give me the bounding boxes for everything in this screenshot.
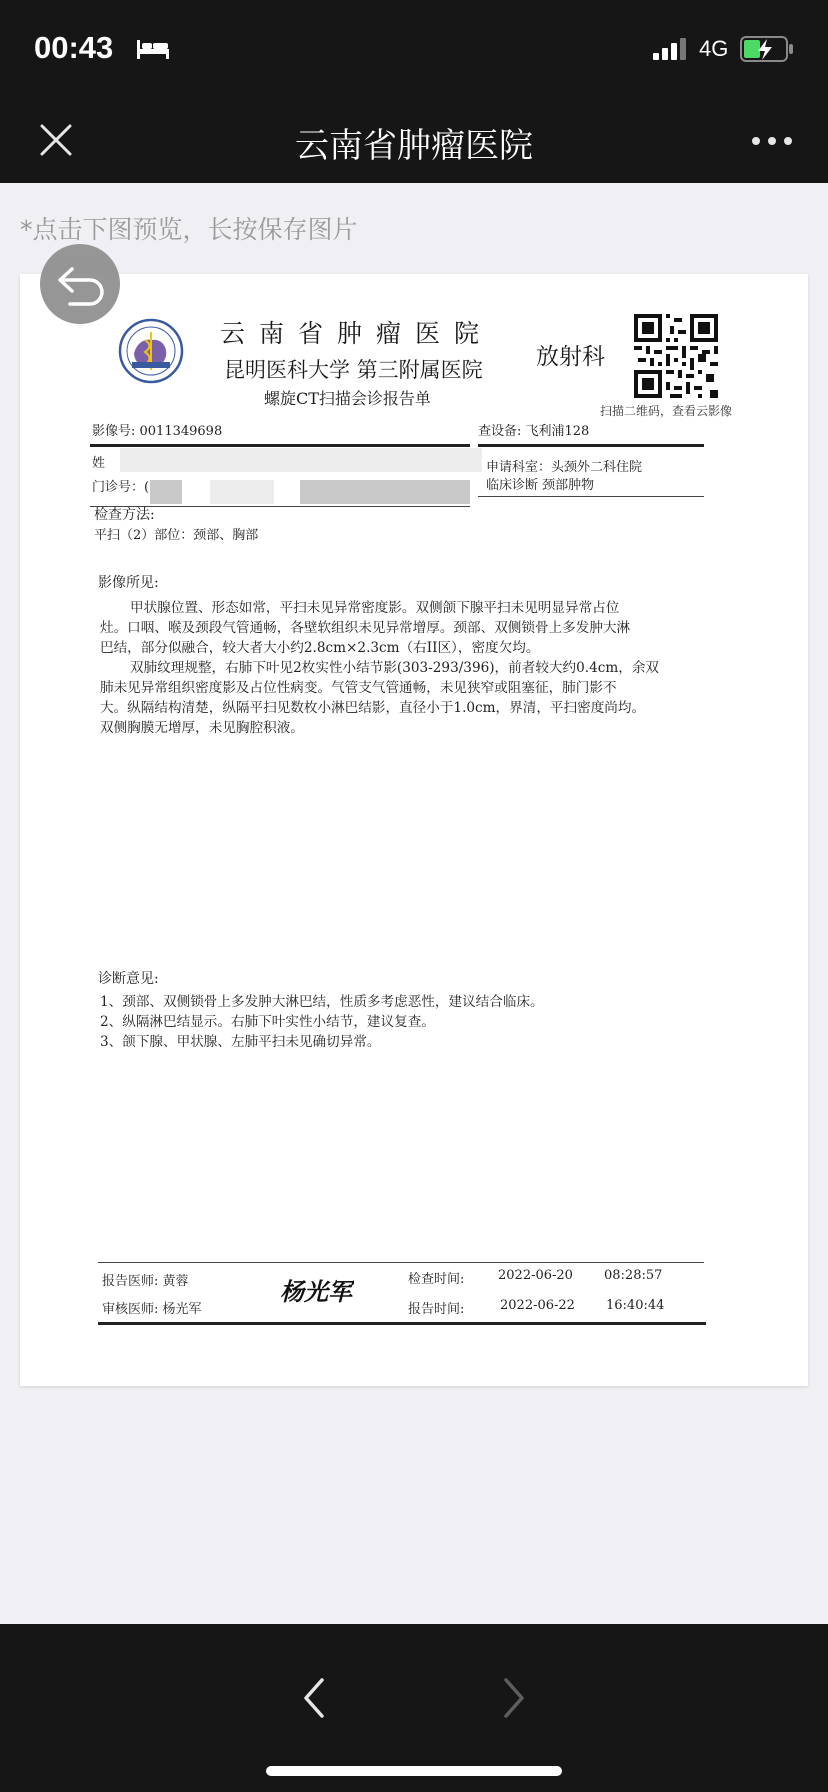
diagnosis-line: 3、颌下腺、甲状腺、左肺平扫未见确切异常。	[100, 1034, 381, 1050]
divider	[90, 444, 470, 447]
bottom-toolbar	[0, 1624, 828, 1792]
bed-icon	[136, 38, 170, 60]
signal-icon	[652, 38, 688, 60]
top-bar	[0, 0, 828, 183]
more-button[interactable]	[748, 126, 796, 156]
clinical-diagnosis: 临床诊断 颈部肿物	[486, 478, 595, 493]
report-image[interactable]	[20, 274, 808, 1386]
findings-label: 影像所见:	[98, 575, 159, 591]
preview-hint: *点击下图预览，长按保存图片	[20, 215, 358, 244]
qr-code[interactable]	[634, 314, 718, 398]
diagnosis-line: 2、纵隔淋巴结显示。右肺下叶实性小结节，建议复查。	[100, 1014, 435, 1030]
redacted-field	[150, 480, 182, 504]
exam-clock: 08:28:57	[604, 1268, 663, 1283]
exam-time-label: 检查时间:	[408, 1272, 465, 1287]
report-title: 螺旋CT扫描会诊报告单	[264, 389, 431, 408]
network-type: 4G	[699, 36, 729, 61]
university-name: 昆明医科大学 第三附属医院	[224, 358, 483, 382]
diagnosis-line: 1、颈部、双侧锁骨上多发肿大淋巴结，性质多考虑恶性，建议结合临床。	[100, 994, 544, 1010]
redacted-field	[210, 480, 274, 504]
doctor-signature	[278, 1272, 354, 1308]
home-indicator	[266, 1766, 562, 1776]
findings-line: 双侧胸膜无增厚，未见胸腔积液。	[100, 720, 304, 736]
page-title: 云南省肿瘤医院	[295, 126, 533, 166]
back-button[interactable]	[40, 244, 120, 324]
qr-caption: 扫描二维码，查看云影像	[600, 404, 733, 418]
redacted-field	[300, 480, 470, 504]
findings-line: 肺未见异常组织密度影及占位性病变。气管支气管通畅，未见狭窄或阻塞征，肺门影不	[100, 680, 617, 696]
clinic-number-label: 门诊号：(	[92, 480, 150, 495]
status-time: 00:43	[34, 30, 114, 65]
divider	[478, 444, 704, 447]
undo-icon	[40, 244, 120, 324]
findings-line: 灶。口咽、喉及颈段气管通畅，各壁软组织未见异常增厚。颈部、双侧锁骨上多发肿大淋	[100, 620, 631, 636]
exam-date: 2022-06-20	[498, 1268, 573, 1283]
chevron-right-icon[interactable]	[498, 1674, 532, 1722]
reviewing-doctor: 审核医师: 杨光军	[102, 1302, 202, 1317]
image-number: 影像号: 0011349698	[92, 424, 223, 439]
patient-name-label: 姓	[92, 456, 106, 471]
svg-text:杨光军: 杨光军	[280, 1277, 352, 1306]
findings-line: 巴结，部分似融合，较大者大小约2.8cm×2.3cm（右II区），密度欠均。	[100, 640, 540, 656]
findings-line: 双肺纹理规整，右肺下叶见2枚实性小结节影(303-293/396)，前者较大约0.4cm，余双	[130, 660, 660, 676]
redacted-field	[120, 448, 482, 472]
report-time-label: 报告时间:	[408, 1302, 465, 1317]
department: 放射科	[536, 344, 605, 370]
findings-line: 甲状腺位置、形态如常，平扫未见异常密度影。双侧颌下腺平扫未见明显异常占位	[130, 600, 620, 616]
hospital-logo-icon	[118, 318, 184, 384]
method-label: 检查方法:	[94, 507, 155, 523]
report-date: 2022-06-22	[500, 1298, 575, 1313]
diagnosis-label: 诊断意见:	[98, 971, 159, 987]
divider	[98, 1322, 706, 1325]
reporting-doctor: 报告医师: 黄蓉	[102, 1274, 189, 1289]
divider	[98, 1262, 704, 1263]
findings-line: 大。纵隔结构清楚，纵隔平扫见数枚小淋巴结影，直径小于1.0cm，界清，平扫密度尚均。	[100, 700, 646, 716]
method-value: 平扫（2）部位：颈部、胸部	[94, 528, 259, 543]
chevron-left-icon[interactable]	[296, 1674, 330, 1722]
divider	[478, 496, 704, 497]
applicant-department: 申请科室：头颈外二科住院	[486, 460, 643, 475]
exam-device: 查设备: 飞利浦128	[478, 424, 590, 439]
report-clock: 16:40:44	[606, 1298, 665, 1313]
battery-charging-icon	[740, 36, 794, 62]
hospital-name: 云南省肿瘤医院	[220, 319, 494, 348]
